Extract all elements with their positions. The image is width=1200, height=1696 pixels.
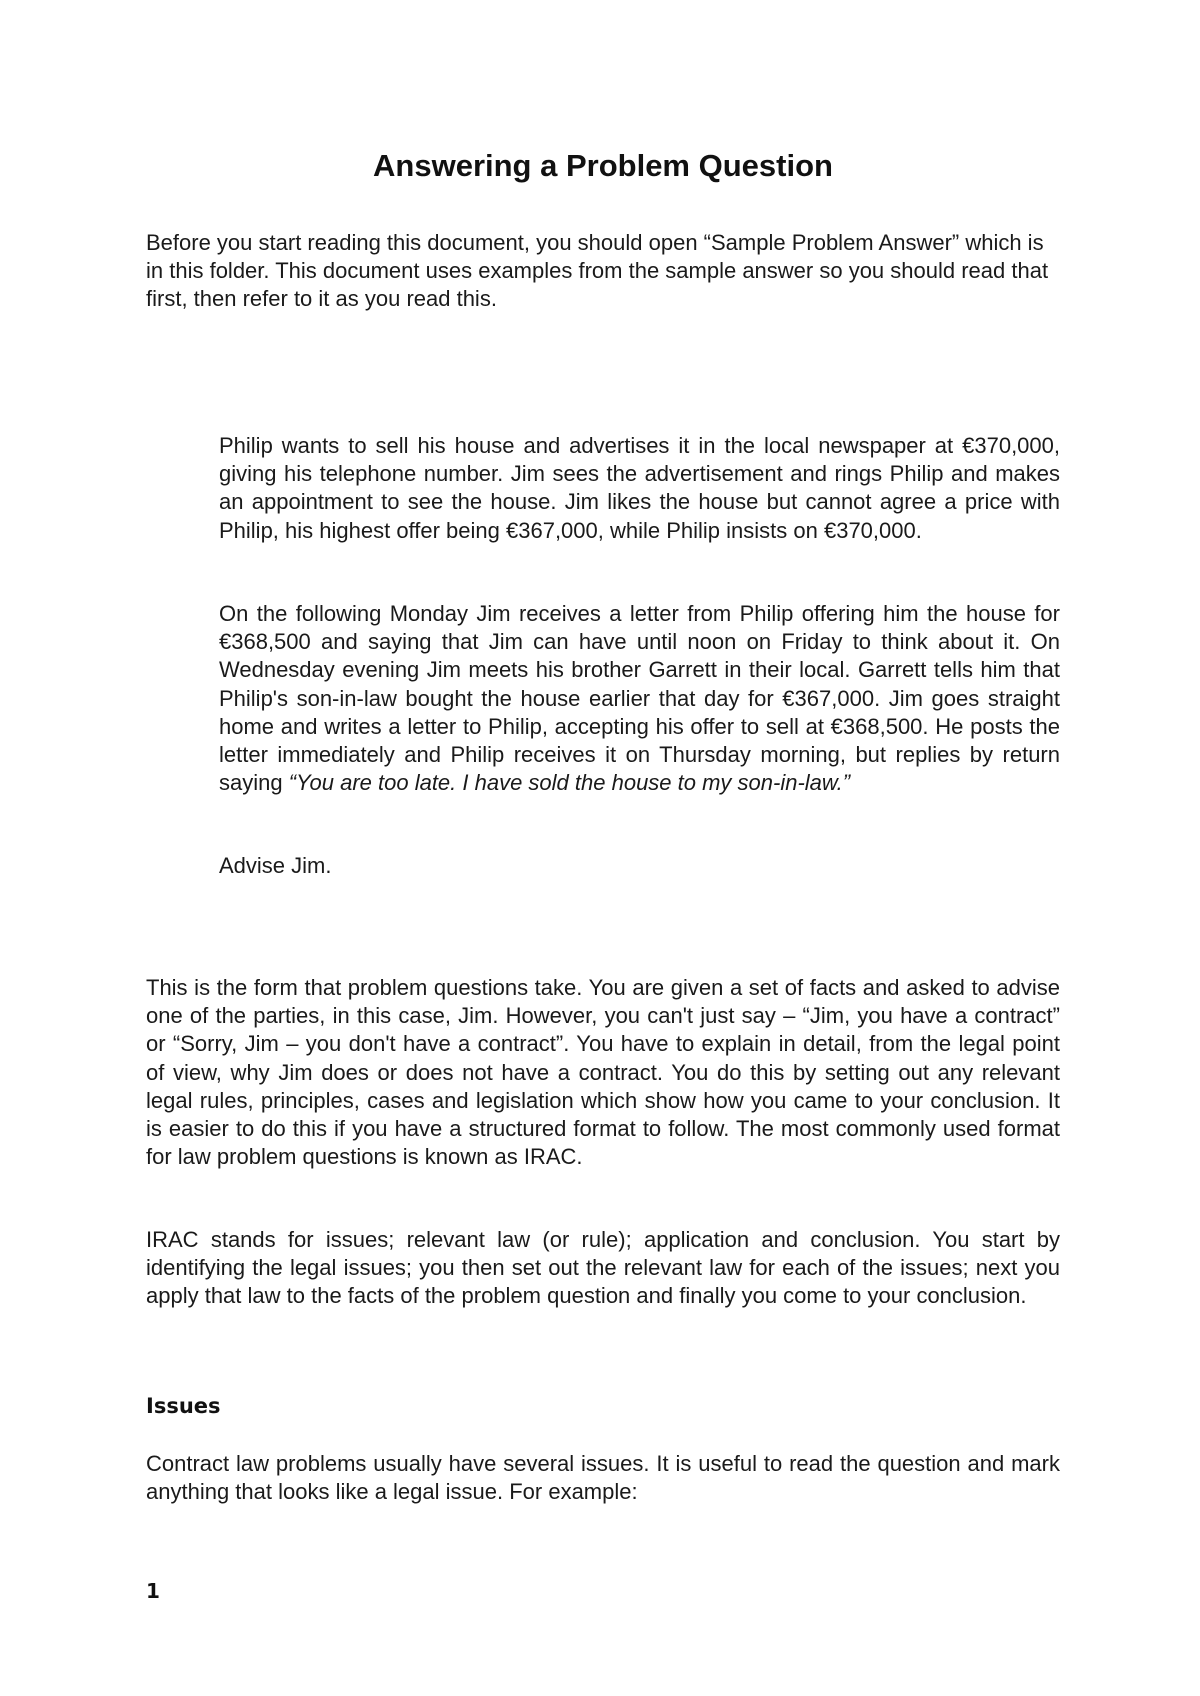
document-title: Answering a Problem Question: [373, 148, 833, 183]
explanation-paragraph-1: This is the form that problem questions take. You are given a set of facts and asked to advise one of the parties, in this case, Jim. However, you can't just say – “Jim, you have a contract” or “Sorry, Jim – you don't have a contract”. You have to explain in detail, from the legal point of view, why Jim does or does not have a contract. You do this by setting out any relevant legal rules, principles, cases and legislation which show how you came to your conclusion. It is easier to do this if you have a structured format to follow. The most commonly used format for law problem questions is known as IRAC.: [146, 975, 1060, 1170]
problem-paragraph-1: Philip wants to sell his house and advertises it in the local newspaper at €370,000, giving his telephone number. Jim sees the advertisement and rings Philip and makes an appointment to see the house. Jim likes the house but cannot agree a price with Philip, his highest offer being €367,000, while Philip insists on €370,000.: [219, 433, 1060, 543]
page-number: 1: [146, 1579, 160, 1603]
philip-reply-quote: “You are too late. I have sold the house to my son-in-law.”: [288, 770, 851, 796]
issues-heading: Issues: [146, 1394, 221, 1418]
problem-paragraph-2-text: On the following Monday Jim receives a letter from Philip offering him the house for €368,500 and saying that Jim can have until noon on Friday to think about it. On Wednesday evening Jim meets his brother Garrett in their local. Garrett tells him that Philip's son-in-law bought the house earlier that day for €367,000. Jim goes straight home and writes a letter to Philip, accepting his offer to sell at €368,500. He posts the letter immediately and Philip receives it on Thursday morning, but replies by return saying: [219, 601, 1060, 796]
problem-instruction: Advise Jim.: [219, 853, 332, 878]
intro-paragraph: Before you start reading this document, you should open “Sample Problem Answer” which is in this folder. This document uses examples from the sample answer so you should read that first, then refer to it as you read this.: [146, 230, 1049, 312]
problem-paragraph-2: [219, 600, 1060, 797]
issues-paragraph: Contract law problems usually have several issues. It is useful to read the question and mark anything that looks like a legal issue. For example:: [146, 1451, 1060, 1505]
explanation-paragraph-2: IRAC stands for issues; relevant law (or rule); application and conclusion. You start by identifying the legal issues; you then set out the relevant law for each of the issues; next you apply that law to the facts of the problem question and finally you come to your conclusion.: [146, 1227, 1060, 1309]
